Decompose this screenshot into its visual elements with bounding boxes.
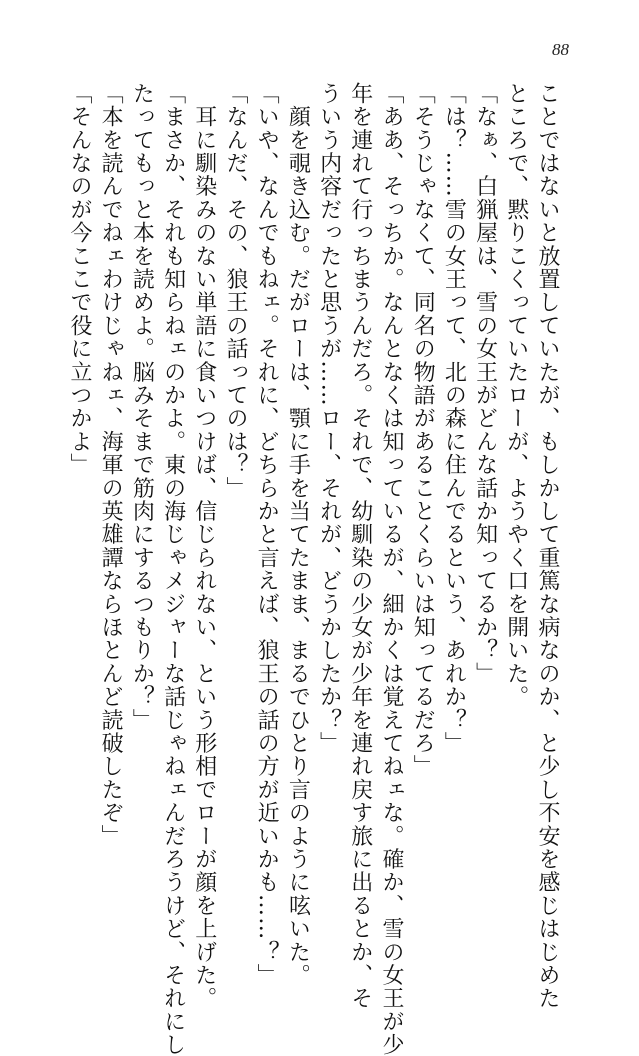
vertical-text-body: [64, 82, 563, 1056]
text-line: ういう内容だったと思うが……ロー、それが、どうかしたか？」: [316, 82, 342, 755]
text-line: 「いや、なんでもねェ。それに、どちらかと言えば、狼王の話の方が近いかも……？」: [254, 82, 280, 987]
text-line: ところで、黙りこくっていたローが、ようやく口を開いた。: [503, 82, 529, 709]
text-line: 「なんだ、その、狼王の話ってのは？」: [222, 82, 248, 500]
page-number: 88: [552, 40, 569, 59]
text-line: ことではないと放置していたが、もしかして重篤な病なのか、と少し不安を感じはじめた: [535, 82, 560, 1010]
text-line: 顔を覗き込む。だがローは、顎に手を当てたまま、まるでひとり言のように呟いた。: [285, 82, 311, 987]
text-line: たってもっと本を読めよ。脳みそまで筋肉にするつもりか？」: [129, 82, 155, 732]
text-line: 耳に馴染みのない単語に食いつけば、信じられない、という形相でローが顔を上げた。: [191, 82, 217, 1010]
text-line: 年を連れて行っちまうんだろ。それで、幼馴染の少女が少年を連れ戻す旅に出るとか、そ: [347, 82, 373, 1010]
text-line: 「本を読んでねェわけじゃねェ、海軍の英雄譚ならほとんど読破したぞ」: [98, 82, 124, 848]
text-line: 「なぁ、白猟屋は、雪の女王がどんな話か知ってるか？」: [472, 82, 498, 686]
text-line: 「ああ、そっちか。なんとなくは知っているが、細かくは覚えてねェな。確か、雪の女王が少: [378, 82, 404, 1056]
text-line: 「まさか、それも知らねェのかよ。東の海じゃメジャーな話じゃねェんだろうけど、それにし: [160, 82, 186, 1056]
text-line: 「そうじゃなくて、同名の物語があることくらいは知ってるだろ」: [410, 82, 436, 778]
text-line: 「は？……雪の女王って、北の森に住んでるという、あれか？」: [441, 82, 467, 755]
text-line: 「そんなのが今ここで役に立つかよ」: [66, 82, 92, 477]
